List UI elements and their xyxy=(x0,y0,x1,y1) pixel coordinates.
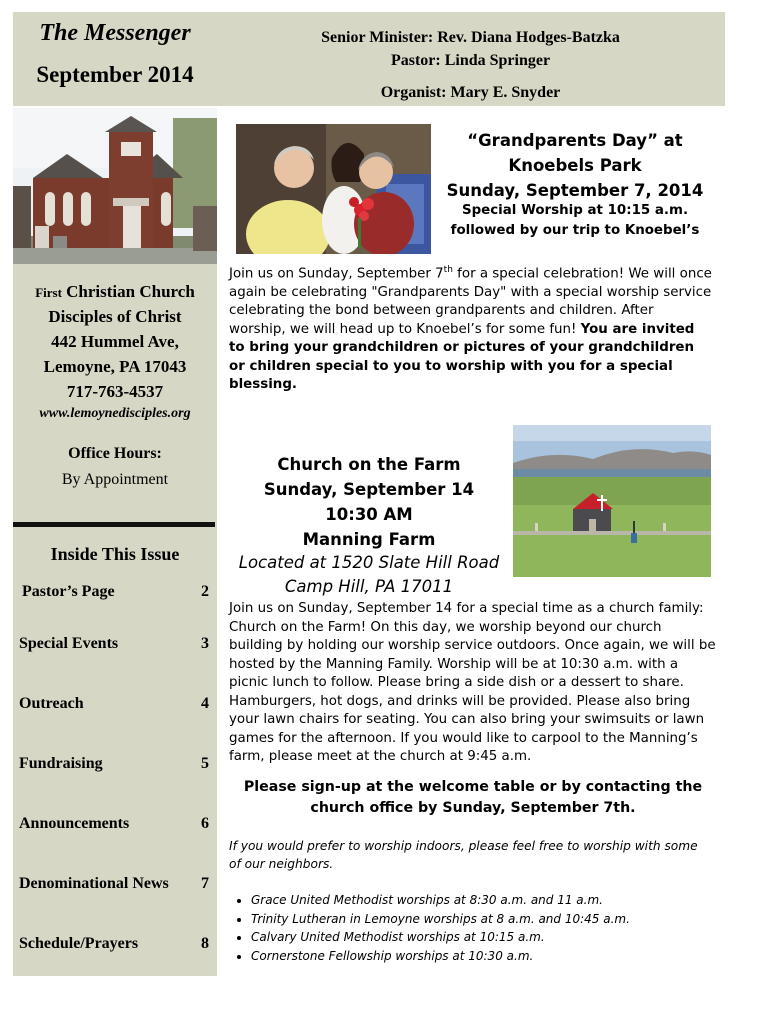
farm-title-1: Church on the Farm xyxy=(277,455,461,474)
toc-heading: Inside This Issue xyxy=(50,544,180,564)
staff-box xyxy=(216,12,725,106)
church-name-line xyxy=(13,282,217,302)
grandparents-body xyxy=(229,261,713,395)
signup-note: Please sign-up at the welcome table or by contacting the church office by Sunday, September 7th. xyxy=(243,779,703,816)
list-item: • Cornerstone Fellowship worships at 10:30 a.m. xyxy=(251,947,717,966)
grandparents-title-2: Knoebels Park xyxy=(508,156,642,175)
toc-label: Denominational News xyxy=(19,875,169,892)
grandparents-sub-2: followed by our trip to Knoebel’s xyxy=(450,223,700,238)
grandparents-body-text: Join us on Sunday, September 7 xyxy=(229,266,444,282)
issue-date: September 2014 xyxy=(36,62,194,87)
farm-title-4: Manning Farm xyxy=(302,530,436,549)
office-hours-heading: Office Hours: xyxy=(68,445,162,462)
farm-title-3: 10:30 AM xyxy=(325,505,413,524)
toc-row[interactable] xyxy=(19,635,209,653)
sidebar-divider xyxy=(13,522,215,527)
office-hours-value: By Appointment xyxy=(61,471,169,488)
toc-row[interactable] xyxy=(19,875,209,893)
masthead xyxy=(13,12,217,106)
farm-body: Join us on Sunday, September 14 for a special time as a church family: Church on the Farm! On this day, we worship beyond our church building by holding our worship service outdoors. Once again, we will be hosted by the Manning Family. Worship will be at 10:30 a.m. with a picnic lunch to follow. Please bring a side dish or a dessert to share. Hamburgers, hot dogs, and drinks will be provided. Please also bring your lawn chairs for seating. You can also bring your swimsuits or lawn games for the afternoon. If you would like to carpool to the Manning’s farm, please meet at the church at 9:45 a.m. xyxy=(229,601,716,764)
church-building-photo xyxy=(13,108,217,268)
grandparents-photo xyxy=(236,124,431,254)
grandparents-heading xyxy=(440,128,710,203)
grandparents-invitation: You are invited to bring your grandchildren or pictures of your grandchildren or children special to you to worship with you for a special blessing. xyxy=(229,321,695,393)
church-website[interactable]: www.lemoynedisciples.org xyxy=(39,406,191,421)
farm-location-city: Camp Hill, PA 17011 xyxy=(284,577,454,596)
toc-row[interactable] xyxy=(19,815,209,833)
toc-label: Outreach xyxy=(19,695,84,712)
toc-page: 2 xyxy=(201,583,209,600)
neighbor-churches xyxy=(229,891,717,965)
church-denomination: Disciples of Christ xyxy=(48,307,182,326)
toc-label: Pastor’s Page xyxy=(22,583,115,600)
grandparents-sub-1: Special Worship at 10:15 a.m. xyxy=(461,203,689,218)
farm-location-street: Located at 1520 Slate Hill Road xyxy=(238,553,500,572)
pastor: Pastor: Linda Springer xyxy=(390,52,551,69)
farm-church-photo xyxy=(513,425,711,577)
list-item: • Trinity Lutheran in Lemoyne worships at 8 a.m. and 10:45 a.m. xyxy=(251,910,717,929)
toc-page: 8 xyxy=(201,935,209,952)
grandparents-subheading xyxy=(440,201,710,241)
organist: Organist: Mary E. Snyder xyxy=(380,84,561,101)
toc-page: 7 xyxy=(201,875,209,892)
church-city: Lemoyne, PA 17043 xyxy=(43,357,187,376)
church-first: First xyxy=(35,285,62,300)
list-item: • Calvary United Methodist worships at 10:15 a.m. xyxy=(251,928,717,947)
toc-row[interactable] xyxy=(19,755,209,773)
list-item: • Grace United Methodist worships at 8:30 a.m. and 11 a.m. xyxy=(251,891,717,910)
toc-page: 4 xyxy=(201,695,209,712)
farm-heading xyxy=(234,452,504,552)
grandparents-body-text-2: for a special celebration! We will once again be celebrating "Grandparents Day" with a special worship service celebrating the bond between grandparents and children. After worship, we will head up to Knoebel’s for some fun! xyxy=(229,266,712,337)
toc-row[interactable] xyxy=(19,935,209,953)
toc-page: 3 xyxy=(201,635,209,652)
toc-page: 6 xyxy=(201,815,209,832)
toc-label: Fundraising xyxy=(19,755,103,772)
senior-minister: Senior Minister: Rev. Diana Hodges-Batzka xyxy=(321,29,620,46)
church-street: 442 Hummel Ave, xyxy=(51,332,179,351)
toc-row[interactable] xyxy=(22,583,209,601)
grandparents-title-1: “Grandparents Day” at xyxy=(467,131,683,150)
church-phone: 717-763-4537 xyxy=(66,382,164,401)
ordinal-suffix: th xyxy=(443,265,453,275)
grandparents-title-3: Sunday, September 7, 2014 xyxy=(446,181,704,200)
toc-row[interactable] xyxy=(19,695,209,713)
farm-location xyxy=(230,551,508,599)
farm-title-2: Sunday, September 14 xyxy=(263,480,475,499)
toc-label: Announcements xyxy=(19,815,130,832)
toc-label: Special Events xyxy=(19,635,119,652)
sidebar xyxy=(13,264,217,976)
toc-label: Schedule/Prayers xyxy=(19,935,139,952)
toc-page: 5 xyxy=(201,755,209,772)
newsletter-title: The Messenger xyxy=(39,20,191,46)
indoor-note: If you would prefer to worship indoors, please feel free to worship with some of our neighbors. xyxy=(229,839,698,871)
church-name: Christian Church xyxy=(66,282,195,301)
